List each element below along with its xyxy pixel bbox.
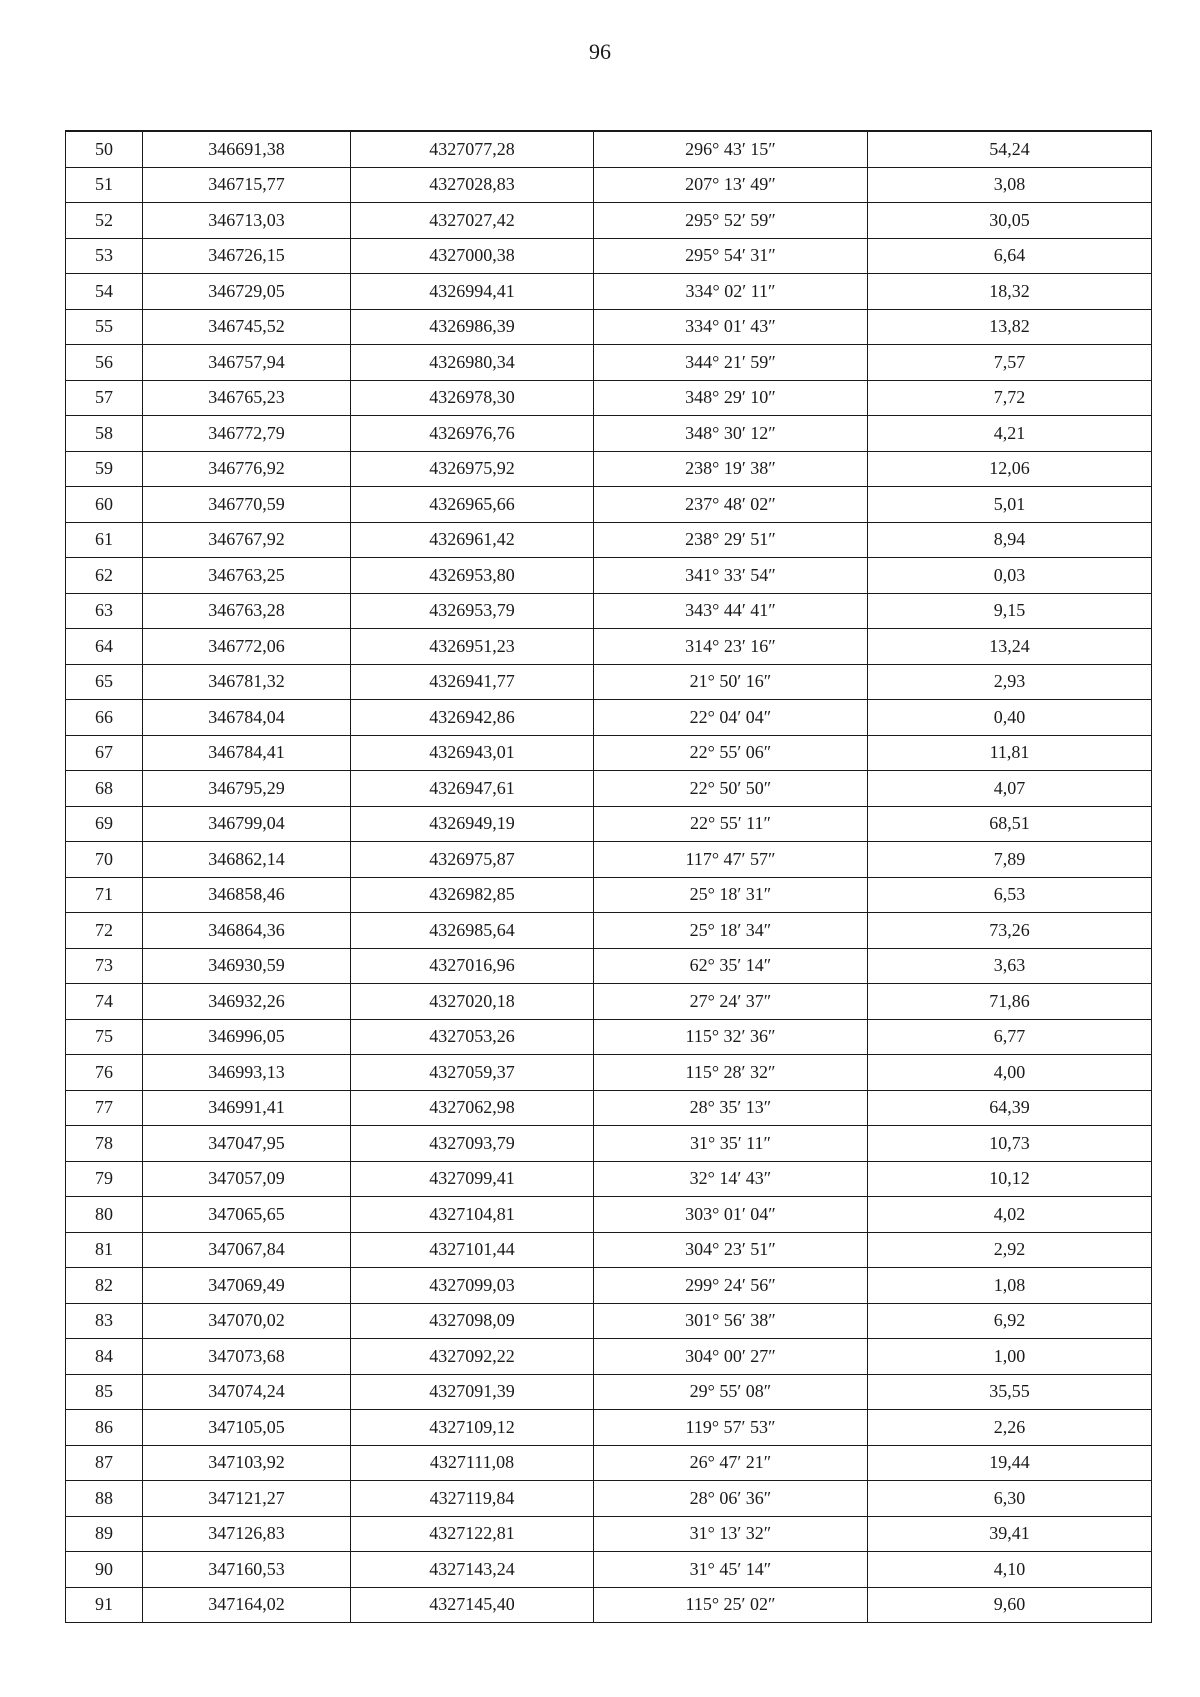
distance-cell: 12,06 — [868, 451, 1152, 487]
y-coordinate-cell: 4326985,64 — [351, 913, 594, 949]
x-coordinate-cell: 346763,28 — [143, 593, 351, 629]
distance-cell: 11,81 — [868, 735, 1152, 771]
point-number-cell: 57 — [66, 380, 143, 416]
table-row — [66, 664, 1152, 700]
x-coordinate-cell: 346765,23 — [143, 380, 351, 416]
bearing-angle-cell: 28° 35′ 13″ — [594, 1090, 868, 1126]
table-row — [66, 948, 1152, 984]
y-coordinate-cell: 4327098,09 — [351, 1303, 594, 1339]
y-coordinate-cell: 4326953,79 — [351, 593, 594, 629]
y-coordinate-cell: 4326961,42 — [351, 522, 594, 558]
y-coordinate-cell: 4327143,24 — [351, 1552, 594, 1588]
bearing-angle-cell: 115° 25′ 02″ — [594, 1587, 868, 1623]
x-coordinate-cell: 347057,09 — [143, 1161, 351, 1197]
table-row — [66, 877, 1152, 913]
distance-cell: 0,40 — [868, 700, 1152, 736]
point-number-cell: 71 — [66, 877, 143, 913]
point-number-cell: 76 — [66, 1055, 143, 1091]
y-coordinate-cell: 4327000,38 — [351, 238, 594, 274]
bearing-angle-cell: 22° 55′ 06″ — [594, 735, 868, 771]
bearing-angle-cell: 296° 43′ 15″ — [594, 131, 868, 167]
distance-cell: 1,08 — [868, 1268, 1152, 1304]
table-row — [66, 593, 1152, 629]
x-coordinate-cell: 346784,04 — [143, 700, 351, 736]
point-number-cell: 70 — [66, 842, 143, 878]
point-number-cell: 62 — [66, 558, 143, 594]
table-row — [66, 1090, 1152, 1126]
bearing-angle-cell: 31° 13′ 32″ — [594, 1516, 868, 1552]
point-number-cell: 87 — [66, 1445, 143, 1481]
bearing-angle-cell: 115° 32′ 36″ — [594, 1019, 868, 1055]
y-coordinate-cell: 4327099,41 — [351, 1161, 594, 1197]
x-coordinate-cell: 347047,95 — [143, 1126, 351, 1162]
x-coordinate-cell: 346932,26 — [143, 984, 351, 1020]
point-number-cell: 64 — [66, 629, 143, 665]
point-number-cell: 81 — [66, 1232, 143, 1268]
y-coordinate-cell: 4327091,39 — [351, 1374, 594, 1410]
bearing-angle-cell: 21° 50′ 16″ — [594, 664, 868, 700]
table-row — [66, 203, 1152, 239]
distance-cell: 6,77 — [868, 1019, 1152, 1055]
bearing-angle-cell: 303° 01′ 04″ — [594, 1197, 868, 1233]
y-coordinate-cell: 4327027,42 — [351, 203, 594, 239]
point-number-cell: 88 — [66, 1481, 143, 1517]
distance-cell: 4,10 — [868, 1552, 1152, 1588]
bearing-angle-cell: 314° 23′ 16″ — [594, 629, 868, 665]
coordinates-table — [65, 130, 1152, 1623]
table-row — [66, 735, 1152, 771]
distance-cell: 68,51 — [868, 806, 1152, 842]
distance-cell: 71,86 — [868, 984, 1152, 1020]
y-coordinate-cell: 4326978,30 — [351, 380, 594, 416]
bearing-angle-cell: 22° 55′ 11″ — [594, 806, 868, 842]
bearing-angle-cell: 343° 44′ 41″ — [594, 593, 868, 629]
table-row — [66, 1303, 1152, 1339]
x-coordinate-cell: 346993,13 — [143, 1055, 351, 1091]
table-row — [66, 1161, 1152, 1197]
point-number-cell: 82 — [66, 1268, 143, 1304]
x-coordinate-cell: 346991,41 — [143, 1090, 351, 1126]
y-coordinate-cell: 4327016,96 — [351, 948, 594, 984]
y-coordinate-cell: 4326975,92 — [351, 451, 594, 487]
table-row — [66, 487, 1152, 523]
distance-cell: 7,57 — [868, 345, 1152, 381]
point-number-cell: 69 — [66, 806, 143, 842]
point-number-cell: 83 — [66, 1303, 143, 1339]
distance-cell: 6,92 — [868, 1303, 1152, 1339]
point-number-cell: 77 — [66, 1090, 143, 1126]
table-row — [66, 309, 1152, 345]
distance-cell: 18,32 — [868, 274, 1152, 310]
y-coordinate-cell: 4327099,03 — [351, 1268, 594, 1304]
point-number-cell: 73 — [66, 948, 143, 984]
bearing-angle-cell: 27° 24′ 37″ — [594, 984, 868, 1020]
bearing-angle-cell: 238° 29′ 51″ — [594, 522, 868, 558]
point-number-cell: 66 — [66, 700, 143, 736]
y-coordinate-cell: 4326942,86 — [351, 700, 594, 736]
table-row — [66, 345, 1152, 381]
table-row — [66, 1410, 1152, 1446]
bearing-angle-cell: 26° 47′ 21″ — [594, 1445, 868, 1481]
distance-cell: 8,94 — [868, 522, 1152, 558]
bearing-angle-cell: 304° 23′ 51″ — [594, 1232, 868, 1268]
y-coordinate-cell: 4327059,37 — [351, 1055, 594, 1091]
table-row — [66, 771, 1152, 807]
x-coordinate-cell: 346729,05 — [143, 274, 351, 310]
x-coordinate-cell: 347073,68 — [143, 1339, 351, 1375]
table-row — [66, 984, 1152, 1020]
y-coordinate-cell: 4327101,44 — [351, 1232, 594, 1268]
table-row — [66, 1374, 1152, 1410]
y-coordinate-cell: 4326947,61 — [351, 771, 594, 807]
table-row — [66, 913, 1152, 949]
x-coordinate-cell: 347126,83 — [143, 1516, 351, 1552]
y-coordinate-cell: 4326994,41 — [351, 274, 594, 310]
x-coordinate-cell: 346726,15 — [143, 238, 351, 274]
bearing-angle-cell: 28° 06′ 36″ — [594, 1481, 868, 1517]
table-row — [66, 1019, 1152, 1055]
x-coordinate-cell: 346772,79 — [143, 416, 351, 452]
y-coordinate-cell: 4326953,80 — [351, 558, 594, 594]
bearing-angle-cell: 117° 47′ 57″ — [594, 842, 868, 878]
y-coordinate-cell: 4326965,66 — [351, 487, 594, 523]
bearing-angle-cell: 334° 02′ 11″ — [594, 274, 868, 310]
point-number-cell: 60 — [66, 487, 143, 523]
distance-cell: 4,00 — [868, 1055, 1152, 1091]
y-coordinate-cell: 4327119,84 — [351, 1481, 594, 1517]
x-coordinate-cell: 346781,32 — [143, 664, 351, 700]
distance-cell: 39,41 — [868, 1516, 1152, 1552]
point-number-cell: 91 — [66, 1587, 143, 1623]
x-coordinate-cell: 347103,92 — [143, 1445, 351, 1481]
x-coordinate-cell: 347105,05 — [143, 1410, 351, 1446]
x-coordinate-cell: 346767,92 — [143, 522, 351, 558]
bearing-angle-cell: 334° 01′ 43″ — [594, 309, 868, 345]
y-coordinate-cell: 4326976,76 — [351, 416, 594, 452]
bearing-angle-cell: 115° 28′ 32″ — [594, 1055, 868, 1091]
bearing-angle-cell: 304° 00′ 27″ — [594, 1339, 868, 1375]
table-row — [66, 167, 1152, 203]
bearing-angle-cell: 348° 29′ 10″ — [594, 380, 868, 416]
point-number-cell: 80 — [66, 1197, 143, 1233]
bearing-angle-cell: 25° 18′ 31″ — [594, 877, 868, 913]
point-number-cell: 89 — [66, 1516, 143, 1552]
x-coordinate-cell: 347067,84 — [143, 1232, 351, 1268]
table-row — [66, 1232, 1152, 1268]
bearing-angle-cell: 22° 04′ 04″ — [594, 700, 868, 736]
point-number-cell: 78 — [66, 1126, 143, 1162]
x-coordinate-cell: 347164,02 — [143, 1587, 351, 1623]
bearing-angle-cell: 344° 21′ 59″ — [594, 345, 868, 381]
x-coordinate-cell: 346864,36 — [143, 913, 351, 949]
point-number-cell: 67 — [66, 735, 143, 771]
x-coordinate-cell: 346713,03 — [143, 203, 351, 239]
distance-cell: 10,73 — [868, 1126, 1152, 1162]
point-number-cell: 65 — [66, 664, 143, 700]
bearing-angle-cell: 25° 18′ 34″ — [594, 913, 868, 949]
y-coordinate-cell: 4327109,12 — [351, 1410, 594, 1446]
distance-cell: 9,15 — [868, 593, 1152, 629]
x-coordinate-cell: 346691,38 — [143, 131, 351, 167]
point-number-cell: 61 — [66, 522, 143, 558]
y-coordinate-cell: 4327062,98 — [351, 1090, 594, 1126]
bearing-angle-cell: 119° 57′ 53″ — [594, 1410, 868, 1446]
table-row — [66, 1516, 1152, 1552]
y-coordinate-cell: 4326941,77 — [351, 664, 594, 700]
x-coordinate-cell: 346996,05 — [143, 1019, 351, 1055]
x-coordinate-cell: 347074,24 — [143, 1374, 351, 1410]
y-coordinate-cell: 4326980,34 — [351, 345, 594, 381]
bearing-angle-cell: 295° 54′ 31″ — [594, 238, 868, 274]
point-number-cell: 84 — [66, 1339, 143, 1375]
x-coordinate-cell: 346862,14 — [143, 842, 351, 878]
bearing-angle-cell: 32° 14′ 43″ — [594, 1161, 868, 1197]
distance-cell: 10,12 — [868, 1161, 1152, 1197]
distance-cell: 3,08 — [868, 167, 1152, 203]
bearing-angle-cell: 295° 52′ 59″ — [594, 203, 868, 239]
table-row — [66, 1126, 1152, 1162]
distance-cell: 64,39 — [868, 1090, 1152, 1126]
distance-cell: 9,60 — [868, 1587, 1152, 1623]
bearing-angle-cell: 301° 56′ 38″ — [594, 1303, 868, 1339]
distance-cell: 4,07 — [868, 771, 1152, 807]
bearing-angle-cell: 237° 48′ 02″ — [594, 487, 868, 523]
x-coordinate-cell: 347065,65 — [143, 1197, 351, 1233]
bearing-angle-cell: 22° 50′ 50″ — [594, 771, 868, 807]
y-coordinate-cell: 4327122,81 — [351, 1516, 594, 1552]
x-coordinate-cell: 347069,49 — [143, 1268, 351, 1304]
point-number-cell: 86 — [66, 1410, 143, 1446]
point-number-cell: 52 — [66, 203, 143, 239]
x-coordinate-cell: 346784,41 — [143, 735, 351, 771]
point-number-cell: 63 — [66, 593, 143, 629]
table-body — [66, 131, 1152, 1623]
distance-cell: 6,64 — [868, 238, 1152, 274]
x-coordinate-cell: 347160,53 — [143, 1552, 351, 1588]
distance-cell: 73,26 — [868, 913, 1152, 949]
x-coordinate-cell: 346745,52 — [143, 309, 351, 345]
table-row — [66, 806, 1152, 842]
bearing-angle-cell: 62° 35′ 14″ — [594, 948, 868, 984]
distance-cell: 19,44 — [868, 1445, 1152, 1481]
table-row — [66, 1268, 1152, 1304]
x-coordinate-cell: 346757,94 — [143, 345, 351, 381]
y-coordinate-cell: 4327145,40 — [351, 1587, 594, 1623]
table-row — [66, 451, 1152, 487]
y-coordinate-cell: 4327028,83 — [351, 167, 594, 203]
point-number-cell: 72 — [66, 913, 143, 949]
x-coordinate-cell: 346763,25 — [143, 558, 351, 594]
bearing-angle-cell: 299° 24′ 56″ — [594, 1268, 868, 1304]
bearing-angle-cell: 348° 30′ 12″ — [594, 416, 868, 452]
bearing-angle-cell: 341° 33′ 54″ — [594, 558, 868, 594]
x-coordinate-cell: 346776,92 — [143, 451, 351, 487]
y-coordinate-cell: 4327020,18 — [351, 984, 594, 1020]
distance-cell: 0,03 — [868, 558, 1152, 594]
point-number-cell: 90 — [66, 1552, 143, 1588]
x-coordinate-cell: 347121,27 — [143, 1481, 351, 1517]
distance-cell: 13,82 — [868, 309, 1152, 345]
bearing-angle-cell: 31° 35′ 11″ — [594, 1126, 868, 1162]
x-coordinate-cell: 346930,59 — [143, 948, 351, 984]
table-row — [66, 700, 1152, 736]
distance-cell: 2,92 — [868, 1232, 1152, 1268]
distance-cell: 2,26 — [868, 1410, 1152, 1446]
distance-cell: 30,05 — [868, 203, 1152, 239]
x-coordinate-cell: 346799,04 — [143, 806, 351, 842]
y-coordinate-cell: 4327093,79 — [351, 1126, 594, 1162]
distance-cell: 4,21 — [868, 416, 1152, 452]
table-row — [66, 1197, 1152, 1233]
point-number-cell: 53 — [66, 238, 143, 274]
point-number-cell: 56 — [66, 345, 143, 381]
table-row — [66, 842, 1152, 878]
y-coordinate-cell: 4326943,01 — [351, 735, 594, 771]
x-coordinate-cell: 347070,02 — [143, 1303, 351, 1339]
x-coordinate-cell: 346770,59 — [143, 487, 351, 523]
table-row — [66, 238, 1152, 274]
point-number-cell: 74 — [66, 984, 143, 1020]
point-number-cell: 54 — [66, 274, 143, 310]
table-row — [66, 416, 1152, 452]
point-number-cell: 59 — [66, 451, 143, 487]
point-number-cell: 58 — [66, 416, 143, 452]
distance-cell: 6,30 — [868, 1481, 1152, 1517]
point-number-cell: 85 — [66, 1374, 143, 1410]
distance-cell: 2,93 — [868, 664, 1152, 700]
bearing-angle-cell: 29° 55′ 08″ — [594, 1374, 868, 1410]
y-coordinate-cell: 4327111,08 — [351, 1445, 594, 1481]
point-number-cell: 68 — [66, 771, 143, 807]
x-coordinate-cell: 346858,46 — [143, 877, 351, 913]
table-row — [66, 629, 1152, 665]
y-coordinate-cell: 4326982,85 — [351, 877, 594, 913]
table-row — [66, 1055, 1152, 1091]
table-row — [66, 522, 1152, 558]
table-row — [66, 1552, 1152, 1588]
page-number: 96 — [589, 39, 611, 64]
y-coordinate-cell: 4327104,81 — [351, 1197, 594, 1233]
bearing-angle-cell: 238° 19′ 38″ — [594, 451, 868, 487]
table-row — [66, 1587, 1152, 1623]
distance-cell: 7,72 — [868, 380, 1152, 416]
bearing-angle-cell: 31° 45′ 14″ — [594, 1552, 868, 1588]
distance-cell: 35,55 — [868, 1374, 1152, 1410]
y-coordinate-cell: 4326986,39 — [351, 309, 594, 345]
table-row — [66, 131, 1152, 167]
y-coordinate-cell: 4327092,22 — [351, 1339, 594, 1375]
table-row — [66, 558, 1152, 594]
table-row — [66, 274, 1152, 310]
distance-cell: 54,24 — [868, 131, 1152, 167]
table-row — [66, 1481, 1152, 1517]
distance-cell: 1,00 — [868, 1339, 1152, 1375]
y-coordinate-cell: 4326951,23 — [351, 629, 594, 665]
y-coordinate-cell: 4326949,19 — [351, 806, 594, 842]
bearing-angle-cell: 207° 13′ 49″ — [594, 167, 868, 203]
y-coordinate-cell: 4327077,28 — [351, 131, 594, 167]
table-row — [66, 1339, 1152, 1375]
x-coordinate-cell: 346772,06 — [143, 629, 351, 665]
point-number-cell: 55 — [66, 309, 143, 345]
x-coordinate-cell: 346715,77 — [143, 167, 351, 203]
x-coordinate-cell: 346795,29 — [143, 771, 351, 807]
y-coordinate-cell: 4327053,26 — [351, 1019, 594, 1055]
point-number-cell: 75 — [66, 1019, 143, 1055]
distance-cell: 6,53 — [868, 877, 1152, 913]
table-row — [66, 380, 1152, 416]
distance-cell: 4,02 — [868, 1197, 1152, 1233]
point-number-cell: 50 — [66, 131, 143, 167]
distance-cell: 5,01 — [868, 487, 1152, 523]
y-coordinate-cell: 4326975,87 — [351, 842, 594, 878]
point-number-cell: 79 — [66, 1161, 143, 1197]
table-row — [66, 1445, 1152, 1481]
distance-cell: 13,24 — [868, 629, 1152, 665]
distance-cell: 3,63 — [868, 948, 1152, 984]
distance-cell: 7,89 — [868, 842, 1152, 878]
point-number-cell: 51 — [66, 167, 143, 203]
